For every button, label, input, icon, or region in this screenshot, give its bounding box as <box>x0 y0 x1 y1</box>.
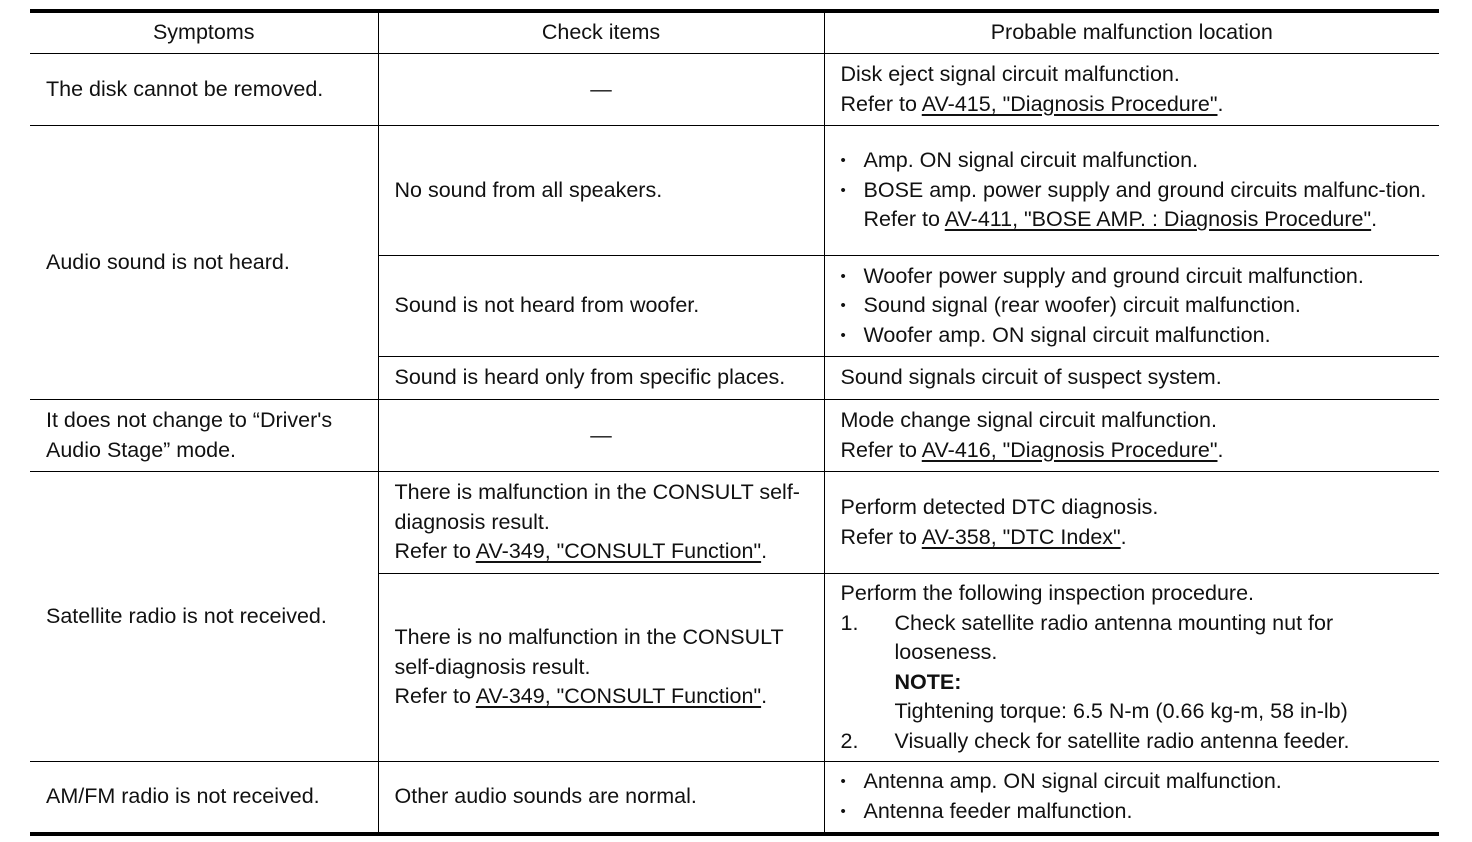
table-row <box>30 472 1439 574</box>
reference-suffix: . <box>1217 437 1224 462</box>
check-cell <box>378 472 824 574</box>
list-item <box>841 727 1432 757</box>
list-item: • Amp. ON signal circuit malfunction. <box>841 146 1432 176</box>
reference-line <box>841 523 1432 553</box>
note-label: NOTE: <box>894 669 962 694</box>
check-text: There is malfunction in the CONSULT self-diagnosis result. <box>394 480 800 534</box>
check-cell: No sound from all speakers. <box>378 126 824 256</box>
check-cell <box>378 574 824 762</box>
table-row <box>30 400 1439 472</box>
check-cell <box>378 400 824 472</box>
symptom-cell: Satellite radio is not received. <box>30 472 378 762</box>
list-item <box>841 609 1432 727</box>
list-item: • Sound signal (rear woofer) circuit malfunction. <box>841 291 1432 321</box>
list-item: • Antenna amp. ON signal circuit malfunction. <box>841 767 1432 797</box>
reference-prefix: Refer to <box>840 91 922 116</box>
header-row <box>30 11 1439 54</box>
reference-suffix: . <box>761 684 768 709</box>
diagnosis-table <box>30 9 1439 836</box>
location-text: Perform detected DTC diagnosis. <box>840 495 1159 519</box>
note-text: Tightening torque: 6.5 N-m (0.66 kg-m, 58 in-lb) <box>894 699 1348 723</box>
list-item <box>841 176 1432 235</box>
symptom-cell: Audio sound is not heard. <box>30 126 378 400</box>
header-symptoms: Symptoms <box>30 11 378 54</box>
reference-suffix: . <box>1120 524 1127 549</box>
step-text: Visually check for satellite radio antenna feeder. <box>894 728 1350 753</box>
table-row <box>30 762 1439 834</box>
reference-prefix: Refer to <box>840 524 922 549</box>
reference-suffix: . <box>761 539 768 564</box>
check-cell: Sound is not heard from woofer. <box>378 256 824 357</box>
step-text: Check satellite radio antenna mounting nut for looseness. <box>894 610 1334 664</box>
symptom-cell: It does not change to “Driver's Audio Stage” mode. <box>30 400 378 472</box>
reference-prefix: Refer to <box>394 539 476 564</box>
location-cell <box>824 762 1439 834</box>
symptom-cell: The disk cannot be removed. <box>30 54 378 126</box>
table-row <box>30 54 1439 126</box>
procedure-intro: Perform the following inspection procedure. <box>840 581 1254 605</box>
location-text: Disk eject signal circuit malfunction. <box>840 62 1180 86</box>
list-item: • Antenna feeder malfunction. <box>841 797 1432 827</box>
reference-link[interactable]: AV-349, "CONSULT Function" <box>475 684 762 709</box>
header-check-items: Check items <box>378 11 824 54</box>
step-number: 1. <box>840 610 859 635</box>
bullet-list <box>841 146 1432 235</box>
symptom-cell: AM/FM radio is not received. <box>30 762 378 834</box>
reference-suffix: . <box>1371 207 1378 232</box>
step-number: 2. <box>840 728 859 753</box>
reference-line <box>841 90 1432 120</box>
header-location: Probable malfunction location <box>824 11 1439 54</box>
reference-link[interactable]: AV-415, "Diagnosis Procedure" <box>921 91 1218 116</box>
reference-link[interactable]: AV-416, "Diagnosis Procedure" <box>921 437 1218 462</box>
location-cell <box>824 400 1439 472</box>
location-cell: Sound signals circuit of suspect system. <box>824 357 1439 400</box>
reference-link[interactable]: AV-358, "DTC Index" <box>921 524 1121 549</box>
bullet-list <box>841 262 1432 351</box>
location-cell <box>824 256 1439 357</box>
location-cell <box>824 472 1439 574</box>
reference-suffix: . <box>1217 91 1224 116</box>
reference-link[interactable]: AV-349, "CONSULT Function" <box>475 539 762 564</box>
check-cell: Other audio sounds are normal. <box>378 762 824 834</box>
table-row <box>30 126 1439 256</box>
location-text: Mode change signal circuit malfunction. <box>840 408 1217 432</box>
reference-prefix: Refer to <box>394 684 476 709</box>
bullet-text: BOSE amp. power supply and ground circuits malfunc-tion. <box>863 177 1427 202</box>
location-cell <box>824 54 1439 126</box>
location-cell <box>824 126 1439 256</box>
reference-link[interactable]: AV-411, "BOSE AMP. : Diagnosis Procedure" <box>944 207 1372 232</box>
check-text: There is no malfunction in the CONSULT self-diagnosis result. <box>394 625 784 679</box>
list-item: • Woofer power supply and ground circuit malfunction. <box>841 262 1432 292</box>
location-cell <box>824 574 1439 762</box>
reference-prefix: Refer to <box>863 207 945 232</box>
dash-value: — <box>590 422 612 447</box>
reference-prefix: Refer to <box>840 437 922 462</box>
dash-value: — <box>590 76 612 101</box>
bullet-list <box>841 767 1432 826</box>
list-item: • Woofer amp. ON signal circuit malfunction. <box>841 321 1432 351</box>
check-cell <box>378 54 824 126</box>
procedure-steps <box>841 609 1432 757</box>
check-cell: Sound is heard only from specific places. <box>378 357 824 400</box>
reference-line <box>841 436 1432 466</box>
